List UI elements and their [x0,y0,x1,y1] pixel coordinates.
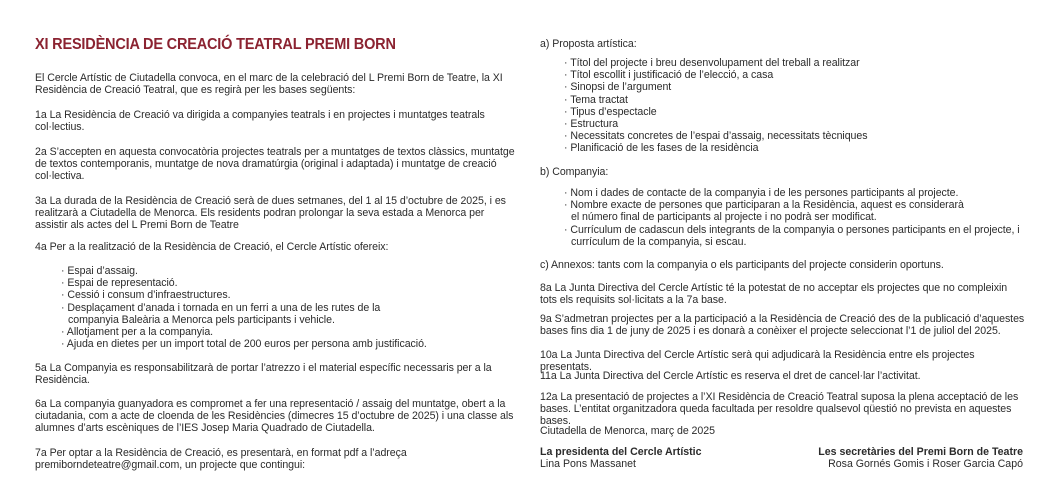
list-item: · Cessió i consum d’infraestructures. [61,289,511,301]
base-6: 6a La companyia guanyadora es compromet a fer una representació / assaig del muntatge, obert a la ciutadania, com a acte de cloenda de les Residències (dimecres 15 d’octubre de 2025) i una classe als alumnes d’arts escèniques de l’IES Josep Maria Quadrado de Ciutadella. [35,398,514,435]
signature-role: La presidenta del Cercle Artístic [540,446,702,458]
list-item: · Planificació de les fases de la residència [564,142,1024,154]
list-item: · Desplaçament d’anada i tornada en un ferri a una de les rutes de la companyia Baleària a Menorca pels participants i vehicle. [61,302,428,326]
list-item: · Ajuda en dietes per un import total de 200 euros per persona amb justificació. [61,338,511,350]
base-4: 4a Per a la realització de la Residència de Creació, el Cercle Artístic ofereix: [35,241,389,253]
place-date: Ciutadella de Menorca, març de 2025 [540,425,715,437]
base-1: 1a La Residència de Creació va dirigida a companyies teatrals i en projectes i muntatges teatrals col·lectius. [35,109,485,134]
list-item: · Espai d’assaig. [61,265,511,277]
signature-name: Rosa Gornés Gomis i Roser Garcia Capó [828,458,1023,471]
base-10: 10a La Junta Directiva del Cercle Artístic serà qui adjudicarà la Residència entre els projectes presentats. [540,349,975,374]
list-item: · Tipus d’espectacle [564,106,1024,118]
base-11: 11a La Junta Directiva del Cercle Artístic es reserva el dret de cancel·lar l’activitat. [540,370,921,382]
base-2: 2a S’accepten en aquesta convocatòria projectes teatrals per a muntatges de textos clàssics, muntatge de textos contemporanis, muntatge de nova dramatúrgia (original i adaptada) i muntatge de creació col·lectiva. [35,146,515,183]
section-c: c) Annexos: tants com la companyia o els participants del projecte considerin oportuns. [540,259,944,271]
list-item: · Allotjament per a la companyia. [61,326,511,338]
list-item: · Estructura [564,118,1024,130]
list-item: · Tema tractat [564,94,1024,106]
list-item: · Necessitats concretes de l’espai d’assaig, necessitats tècniques [564,130,1024,142]
offers-list [61,265,511,350]
list-item: · Nombre exacte de persones que participaran a la Residència, aquest es considerarà el número final de participants al projecte i no podrà ser modificat. [564,199,971,223]
section-b-list [564,187,1026,248]
list-item: · Currículum de cadascun dels integrants de la companyia o persones participants en el projecte, i currículum de la companyia, si escau. [564,224,1026,248]
list-item: · Nom i dades de contacte de la companyia i de les persones participants al projecte. [564,187,1026,199]
base-3: 3a La durada de la Residència de Creació serà de dues setmanes, del 1 al 15 d’octubre de 2025, i es realitzarà a Ciutadella de Menorca. Els residents podran prolongar la seva estada a Menorca per assistir als actes del L Premi Born de Teatre [35,195,506,232]
signature-president [540,446,702,470]
section-a-list [564,57,1024,155]
intro-paragraph: El Cercle Artístic de Ciutadella convoca, en el marc de la celebració del L Premi Born de Teatre, la XI Residència de Creació Teatral, que es regirà per les bases següents: [35,72,503,97]
section-b-label: b) Companyia: [540,166,609,178]
list-item: · Espai de representació. [61,277,511,289]
base-5: 5a La Companyia es responsabilitzarà de portar l’atrezzo i el material específic necessaris per a la Residència. [35,362,492,387]
base-12: 12a La presentació de projectes a l’XI Residència de Creació Teatral suposa la plena acceptació de les bases. L’entitat organitzadora queda facultada per resoldre qualsevol qüestió no prevista en aquestes bases. [540,391,1019,428]
list-item: · Títol escollit i justificació de l’elecció, a casa [564,69,1024,81]
signature-name: Lina Pons Massanet [540,458,636,471]
signature-role: Les secretàries del Premi Born de Teatre [818,446,1023,458]
base-8: 8a La Junta Directiva del Cercle Artístic té la potestat de no acceptar els projectes que no compleixin tots els requisits sol·licitats a la 7a base. [540,282,1008,307]
signature-secretaries [818,446,1023,470]
base-7: 7a Per optar a la Residència de Creació, es presentarà, en format pdf a l’adreça premiborndeteatre@gmail.com, un projecte que contingui: [35,447,407,472]
section-a-label: a) Proposta artística: [540,38,637,50]
list-item: · Títol del projecte i breu desenvolupament del treball a realitzar [564,57,1024,69]
base-9: 9a S’admetran projectes per a la participació a la Residència de Creació des de la publicació d’aquestes bases fins dia 1 de juny de 2025 i es donarà a conèixer el projecte seleccionat l’1 de juliol del 2025. [540,313,1025,338]
page-title: XI RESIDÈNCIA DE CREACIÓ TEATRAL PREMI BORN [35,36,396,53]
list-item: · Sinopsi de l’argument [564,81,1024,93]
